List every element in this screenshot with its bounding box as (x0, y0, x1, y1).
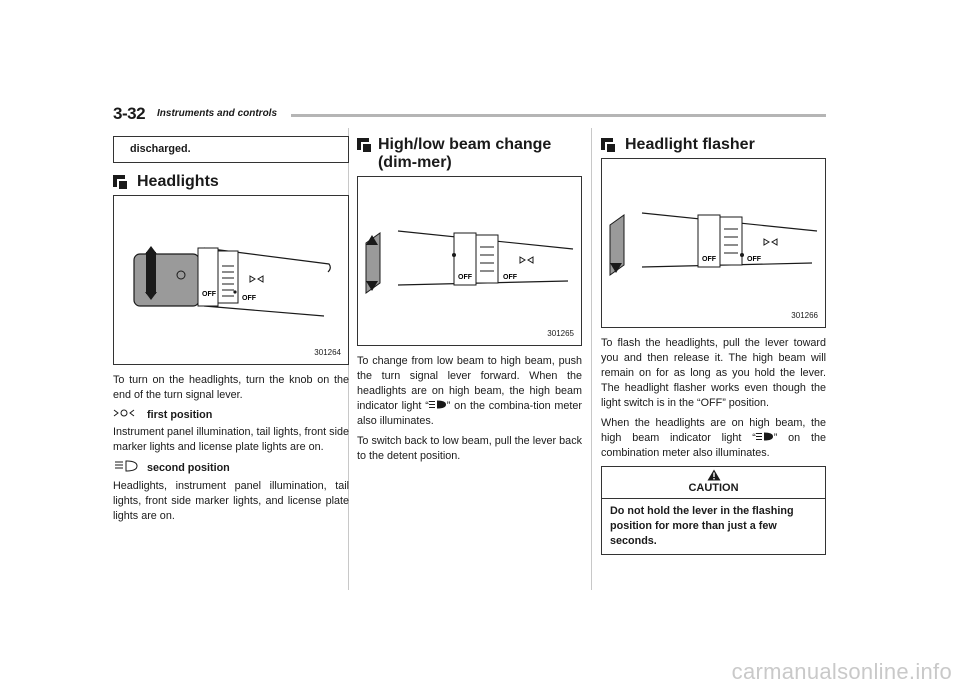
light-switch-illustration (114, 196, 338, 364)
high-beam-icon (429, 400, 447, 412)
watermark: carmanualsonline.info (731, 659, 952, 684)
header-rule (291, 114, 826, 117)
high-beam-icon (756, 432, 774, 444)
figure-light-switch (113, 195, 349, 365)
column-headlights (113, 136, 349, 529)
intro-text: To turn on the headlights, turn the knob on the end of the turn signal lever. (113, 374, 349, 401)
column-divider (591, 128, 592, 590)
section-marker-icon (357, 138, 370, 151)
carryover-note: discharged. (113, 136, 349, 163)
dimmer-illustration (358, 177, 581, 345)
section-marker-icon (601, 138, 617, 151)
figure-flasher (601, 158, 826, 328)
figure-code: 301265 (547, 329, 574, 338)
side-lights-icon (113, 408, 141, 423)
section-heading: High/low beam change (dim-mer) (357, 136, 582, 172)
section-heading: Headlights (113, 173, 349, 191)
first-position-label: first position (113, 408, 349, 423)
caution-header: CAUTION (601, 466, 826, 499)
figure-code: 301266 (791, 311, 818, 320)
section-marker-icon (113, 175, 129, 188)
dimmer-return-text: To switch back to low beam, pull the lever back to the detent position. (357, 435, 582, 462)
warning-icon (707, 469, 721, 481)
off-label: OFF (747, 256, 761, 263)
flasher-illustration (602, 159, 825, 327)
first-position-text: Instrument panel illumination, tail lights, front side marker lights and license plate lights are on. (113, 426, 349, 453)
column-flasher (601, 136, 826, 555)
flasher-text: To flash the headlights, pull the lever toward you and then release it. The high beam will remain on for as long as you hold the lever. The headlight flasher works even though the light switch is in the “OFF” position. (601, 337, 826, 409)
off-label: OFF (503, 274, 517, 281)
second-position-label: second position (113, 460, 349, 477)
page-header (113, 104, 826, 124)
dimmer-paragraph: To change from low beam to high beam, push the turn signal lever forward. When the headlights are on high beam, the high beam indicator light “ ” on the combina-tion meter also illuminates. (357, 355, 582, 427)
column-dimmer (357, 136, 582, 469)
section-heading: Headlight flasher (601, 136, 826, 154)
headlight-icon (113, 460, 141, 477)
figure-dimmer (357, 176, 582, 346)
off-label: OFF (242, 295, 256, 302)
page-number: 3-32 (113, 104, 146, 123)
flasher-indicator-paragraph: When the headlights are on high beam, the high beam indicator light “ ” on the combination meter also illuminates. (601, 417, 826, 459)
section-title: Instruments and controls (157, 108, 278, 119)
off-label: OFF (702, 256, 716, 263)
figure-code: 301264 (314, 348, 341, 357)
off-label: OFF (202, 291, 216, 298)
second-position-text: Headlights, instrument panel illumination, tail lights, front side marker lights, and license plate lights are on. (113, 480, 349, 522)
off-label: OFF (458, 274, 472, 281)
caution-body: Do not hold the lever in the flashing position for more than just a few seconds. (601, 499, 826, 555)
